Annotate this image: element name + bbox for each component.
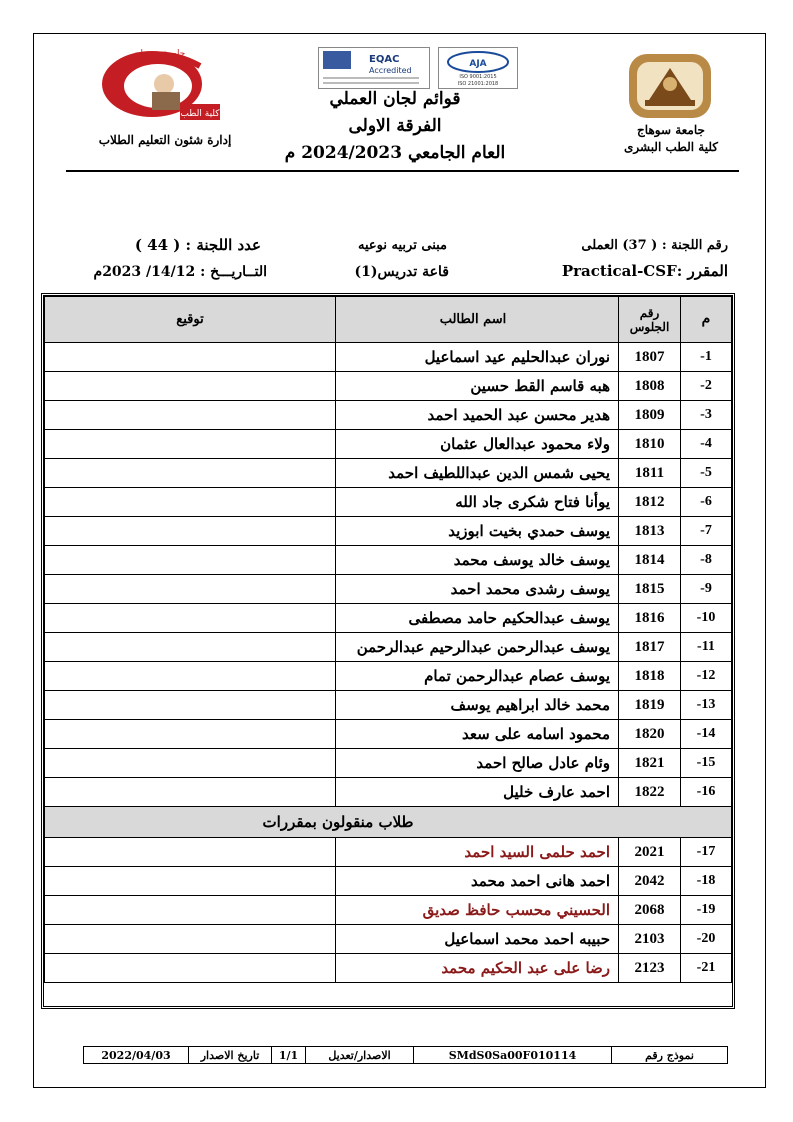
title-line-3: العام الجامعي 2024/2023 م bbox=[284, 143, 506, 163]
seat-number: 1820 bbox=[619, 720, 681, 749]
student-name: احمد حلمى السيد احمد bbox=[336, 838, 619, 867]
signature-cell[interactable] bbox=[45, 604, 336, 633]
row-number: -13 bbox=[681, 691, 732, 720]
university-name: جامعة سوهاج bbox=[637, 123, 705, 137]
seat-number: 1808 bbox=[619, 372, 681, 401]
signature-cell[interactable] bbox=[45, 343, 336, 372]
form-footer bbox=[83, 1046, 728, 1064]
signature-cell[interactable] bbox=[45, 954, 336, 983]
svg-text:Accredited: Accredited bbox=[369, 66, 412, 75]
title-line-2: الفرقة الاولى bbox=[348, 116, 442, 136]
faculty-name: كلية الطب البشرى bbox=[623, 140, 719, 154]
student-name: يوسف عبدالرحمن عبدالرحيم عبدالرحمن bbox=[336, 633, 619, 662]
footer-form-code: SMdS0Sa00F010114 bbox=[414, 1047, 612, 1063]
table-row bbox=[45, 778, 732, 807]
svg-text:كلية الطب: كلية الطب bbox=[180, 109, 220, 119]
seat-number: 1809 bbox=[619, 401, 681, 430]
table-row bbox=[45, 838, 732, 867]
row-number: -8 bbox=[681, 546, 732, 575]
table-row bbox=[45, 430, 732, 459]
header-divider bbox=[66, 170, 739, 172]
department-name: إدارة شئون التعليم الطلاب bbox=[98, 133, 232, 147]
table-row bbox=[45, 749, 732, 778]
row-number: -11 bbox=[681, 633, 732, 662]
course-name: المقرر :Practical-CSF bbox=[561, 262, 728, 280]
table-header-row bbox=[45, 297, 732, 343]
seat-number: 1814 bbox=[619, 546, 681, 575]
signature-cell[interactable] bbox=[45, 662, 336, 691]
signature-cell[interactable] bbox=[45, 372, 336, 401]
row-number: -9 bbox=[681, 575, 732, 604]
row-number: -7 bbox=[681, 517, 732, 546]
table-row bbox=[45, 575, 732, 604]
footer-version: 1/1 bbox=[272, 1047, 306, 1063]
table-row bbox=[45, 691, 732, 720]
table-row bbox=[45, 954, 732, 983]
svg-text:ISO 21001:2018: ISO 21001:2018 bbox=[457, 81, 499, 87]
university-name-block bbox=[606, 122, 736, 156]
signature-cell[interactable] bbox=[45, 517, 336, 546]
signature-cell[interactable] bbox=[45, 896, 336, 925]
table-row bbox=[45, 343, 732, 372]
seat-number: 2021 bbox=[619, 838, 681, 867]
student-name: يوسف خالد يوسف محمد bbox=[336, 546, 619, 575]
footer-date: 2022/04/03 bbox=[84, 1047, 189, 1063]
signature-cell[interactable] bbox=[45, 867, 336, 896]
row-number: -10 bbox=[681, 604, 732, 633]
seat-number: 1817 bbox=[619, 633, 681, 662]
student-name: احمد هانى احمد محمد bbox=[336, 867, 619, 896]
row-number: -21 bbox=[681, 954, 732, 983]
transfer-students-header bbox=[45, 807, 732, 838]
signature-cell[interactable] bbox=[45, 459, 336, 488]
header-signature: توقيع bbox=[45, 297, 336, 343]
row-number: -4 bbox=[681, 430, 732, 459]
student-name: يحيى شمس الدين عبداللطيف احمد bbox=[336, 459, 619, 488]
student-name: يوسف عبدالحكيم حامد مصطفى bbox=[336, 604, 619, 633]
row-number: -14 bbox=[681, 720, 732, 749]
student-name: محمود اسامه على سعد bbox=[336, 720, 619, 749]
students-table bbox=[41, 293, 735, 1009]
row-number: -18 bbox=[681, 867, 732, 896]
signature-cell[interactable] bbox=[45, 430, 336, 459]
committee-count: عدد اللجنة : ( 44 ) bbox=[134, 236, 261, 254]
seat-number: 2103 bbox=[619, 925, 681, 954]
seat-number: 1816 bbox=[619, 604, 681, 633]
svg-text:AJA: AJA bbox=[469, 59, 487, 69]
table-row bbox=[45, 896, 732, 925]
university-seal-logo bbox=[627, 52, 713, 120]
student-name: هبه قاسم القط حسين bbox=[336, 372, 619, 401]
student-name: الحسيني محسب حافظ صديق bbox=[336, 896, 619, 925]
footer-version-label: الاصدار/تعديل bbox=[306, 1047, 414, 1063]
row-number: -2 bbox=[681, 372, 732, 401]
signature-cell[interactable] bbox=[45, 925, 336, 954]
signature-cell[interactable] bbox=[45, 749, 336, 778]
seat-number: 1811 bbox=[619, 459, 681, 488]
eqac-accreditation-logo bbox=[318, 47, 430, 89]
row-number: -15 bbox=[681, 749, 732, 778]
title-line-1: قوائم لجان العملي bbox=[329, 89, 461, 109]
student-name: يوأنا فتاح شكرى جاد الله bbox=[336, 488, 619, 517]
student-name: يوسف حمدي بخيت ابوزيد bbox=[336, 517, 619, 546]
row-number: -19 bbox=[681, 896, 732, 925]
signature-cell[interactable] bbox=[45, 546, 336, 575]
table-row bbox=[45, 604, 732, 633]
student-name: هدير محسن عبد الحميد احمد bbox=[336, 401, 619, 430]
row-number: -5 bbox=[681, 459, 732, 488]
row-number: -3 bbox=[681, 401, 732, 430]
seat-number: 2068 bbox=[619, 896, 681, 925]
seat-number: 2042 bbox=[619, 867, 681, 896]
signature-cell[interactable] bbox=[45, 488, 336, 517]
footer-form-label: نموذج رقم bbox=[645, 1048, 694, 1062]
table-row bbox=[45, 720, 732, 749]
document-title bbox=[260, 86, 530, 167]
seat-number: 1812 bbox=[619, 488, 681, 517]
table-row bbox=[45, 517, 732, 546]
seat-number: 1810 bbox=[619, 430, 681, 459]
signature-cell[interactable] bbox=[45, 691, 336, 720]
signature-cell[interactable] bbox=[45, 720, 336, 749]
signature-cell[interactable] bbox=[45, 401, 336, 430]
student-name: يوسف عصام عبدالرحمن تمام bbox=[336, 662, 619, 691]
row-number: -6 bbox=[681, 488, 732, 517]
exam-date: التــاريـــخ : 14/12/ 2023م bbox=[93, 264, 267, 280]
seat-number: 1818 bbox=[619, 662, 681, 691]
seat-number: 1821 bbox=[619, 749, 681, 778]
signature-cell[interactable] bbox=[45, 838, 336, 867]
table-row bbox=[45, 662, 732, 691]
table-row bbox=[45, 488, 732, 517]
seat-number: 1813 bbox=[619, 517, 681, 546]
footer-date-label: تاريخ الاصدار bbox=[189, 1047, 272, 1063]
table-row bbox=[45, 633, 732, 662]
transfer-students-label: طلاب منقولون بمقررات bbox=[45, 807, 732, 838]
seat-number: 1815 bbox=[619, 575, 681, 604]
svg-text:ISO 9001:2015: ISO 9001:2015 bbox=[459, 74, 497, 80]
row-number: -16 bbox=[681, 778, 732, 807]
svg-text:EQAC: EQAC bbox=[369, 54, 400, 65]
committee-number: رقم اللجنة : ( 37) العملى bbox=[581, 238, 728, 253]
student-name: نوران عبدالحليم عيد اسماعيل bbox=[336, 343, 619, 372]
header-number: م bbox=[681, 297, 732, 343]
svg-text:جامعة سوهاج: جامعة سوهاج bbox=[134, 49, 186, 59]
table-row bbox=[45, 867, 732, 896]
header-seat-number: رقم الجلوس bbox=[619, 297, 681, 343]
table-row bbox=[45, 459, 732, 488]
building-name: مبنى تربيه نوعيه bbox=[358, 238, 447, 253]
student-name: رضا على عبد الحكيم محمد bbox=[336, 954, 619, 983]
header-student-name: اسم الطالب bbox=[336, 297, 619, 343]
table-row bbox=[45, 401, 732, 430]
student-name: ولاء محمود عبدالعال عثمان bbox=[336, 430, 619, 459]
row-number: -20 bbox=[681, 925, 732, 954]
iso-certification-logo bbox=[438, 47, 518, 89]
student-name: يوسف رشدى محمد احمد bbox=[336, 575, 619, 604]
faculty-emblem-logo bbox=[80, 44, 240, 126]
seat-number: 1807 bbox=[619, 343, 681, 372]
student-name: حبيبه احمد محمد اسماعيل bbox=[336, 925, 619, 954]
table-row bbox=[45, 925, 732, 954]
signature-cell[interactable] bbox=[45, 575, 336, 604]
seat-number: 1819 bbox=[619, 691, 681, 720]
row-number: -12 bbox=[681, 662, 732, 691]
student-name: محمد خالد ابراهيم يوسف bbox=[336, 691, 619, 720]
table-row bbox=[45, 372, 732, 401]
hall-name: قاعة تدريس(1) bbox=[354, 264, 449, 280]
student-name: وئام عادل صالح احمد bbox=[336, 749, 619, 778]
signature-cell[interactable] bbox=[45, 778, 336, 807]
row-number: -1 bbox=[681, 343, 732, 372]
row-number: -17 bbox=[681, 838, 732, 867]
signature-cell[interactable] bbox=[45, 633, 336, 662]
table-row bbox=[45, 546, 732, 575]
seat-number: 1822 bbox=[619, 778, 681, 807]
student-name: احمد عارف خليل bbox=[336, 778, 619, 807]
seat-number: 2123 bbox=[619, 954, 681, 983]
